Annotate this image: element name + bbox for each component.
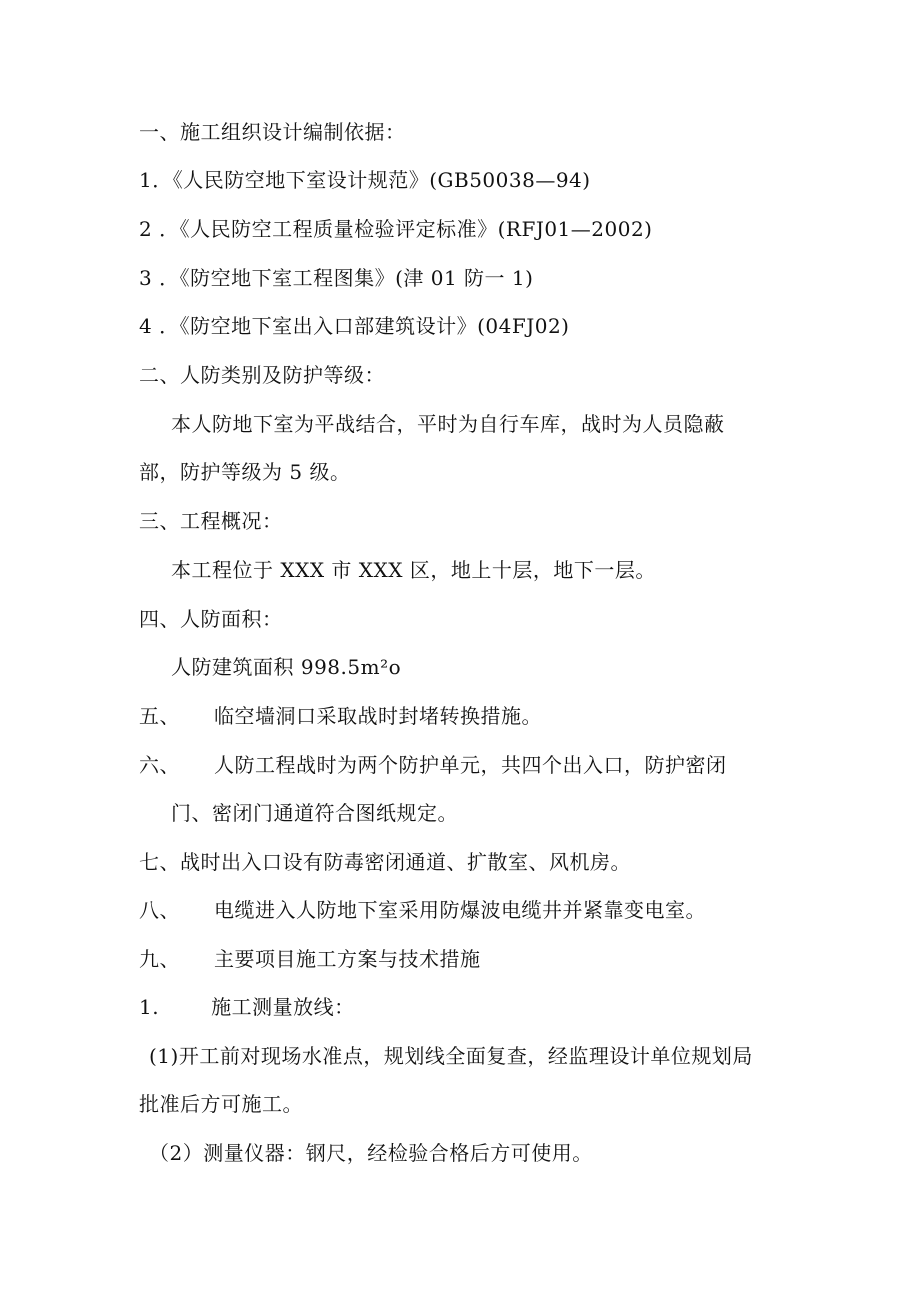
- item-7: 七、战时出入口设有防毒密闭通道、扩散室、风机房。: [139, 850, 631, 874]
- step-1-line2: 批准后方可施工。: [139, 1092, 303, 1116]
- item-5-text: 临空墙洞口采取战时封堵转换措施。: [214, 704, 542, 728]
- protection-paragraph-line2: 部，防护等级为 5 级。: [139, 460, 351, 484]
- overview-paragraph: 本工程位于 XXX 市 XXX 区，地上十层，地下一层。: [171, 558, 656, 582]
- item-8-number: 八、: [139, 898, 180, 922]
- basis-item-1: 1．《人民防空地下室设计规范》(GB50038—94): [139, 168, 591, 192]
- heading-area: 四、人防面积：: [139, 607, 283, 631]
- item-5-number: 五、: [139, 704, 180, 728]
- item-9: [139, 945, 481, 973]
- step-2: （2）测量仪器：钢尺，经检验合格后方可使用。: [149, 1141, 593, 1165]
- heading-overview: 三、工程概况：: [139, 509, 283, 533]
- basis-item-4: 4 ．《防空地下室出入口部建筑设计》(04FJ02): [139, 314, 570, 338]
- item-6-continuation: 门、密闭门通道符合图纸规定。: [171, 801, 458, 825]
- heading-protection-level: 二、人防类别及防护等级：: [139, 363, 385, 387]
- basis-item-2: 2 ．《人民防空工程质量检验评定标准》(RFJ01—2002): [139, 217, 653, 241]
- area-paragraph: 人防建筑面积 998.5m²o: [171, 655, 402, 679]
- item-5: [139, 702, 542, 730]
- item-9-number: 九、: [139, 947, 180, 971]
- item-6: [139, 751, 727, 779]
- item-8-text: 电缆进入人防地下室采用防爆波电缆井并紧靠变电室。: [214, 898, 706, 922]
- subsection-1-text: 施工测量放线：: [211, 995, 355, 1019]
- basis-item-3: 3 ．《防空地下室工程图集》(津 01 防一 1): [139, 266, 534, 290]
- item-8: [139, 896, 706, 924]
- protection-paragraph-line1: 本人防地下室为平战结合，平时为自行车库，战时为人员隐蔽: [171, 412, 725, 436]
- item-9-text: 主要项目施工方案与技术措施: [214, 947, 481, 971]
- subsection-1-number: 1.: [139, 995, 160, 1019]
- subsection-1: [139, 993, 355, 1021]
- item-6-text: 人防工程战时为两个防护单元，共四个出入口，防护密闭: [214, 753, 727, 777]
- step-1-line1: (1)开工前对现场水准点，规划线全面复查，经监理设计单位规划局: [149, 1044, 753, 1068]
- heading-basis: 一、施工组织设计编制依据：: [139, 120, 406, 144]
- item-6-number: 六、: [139, 753, 180, 777]
